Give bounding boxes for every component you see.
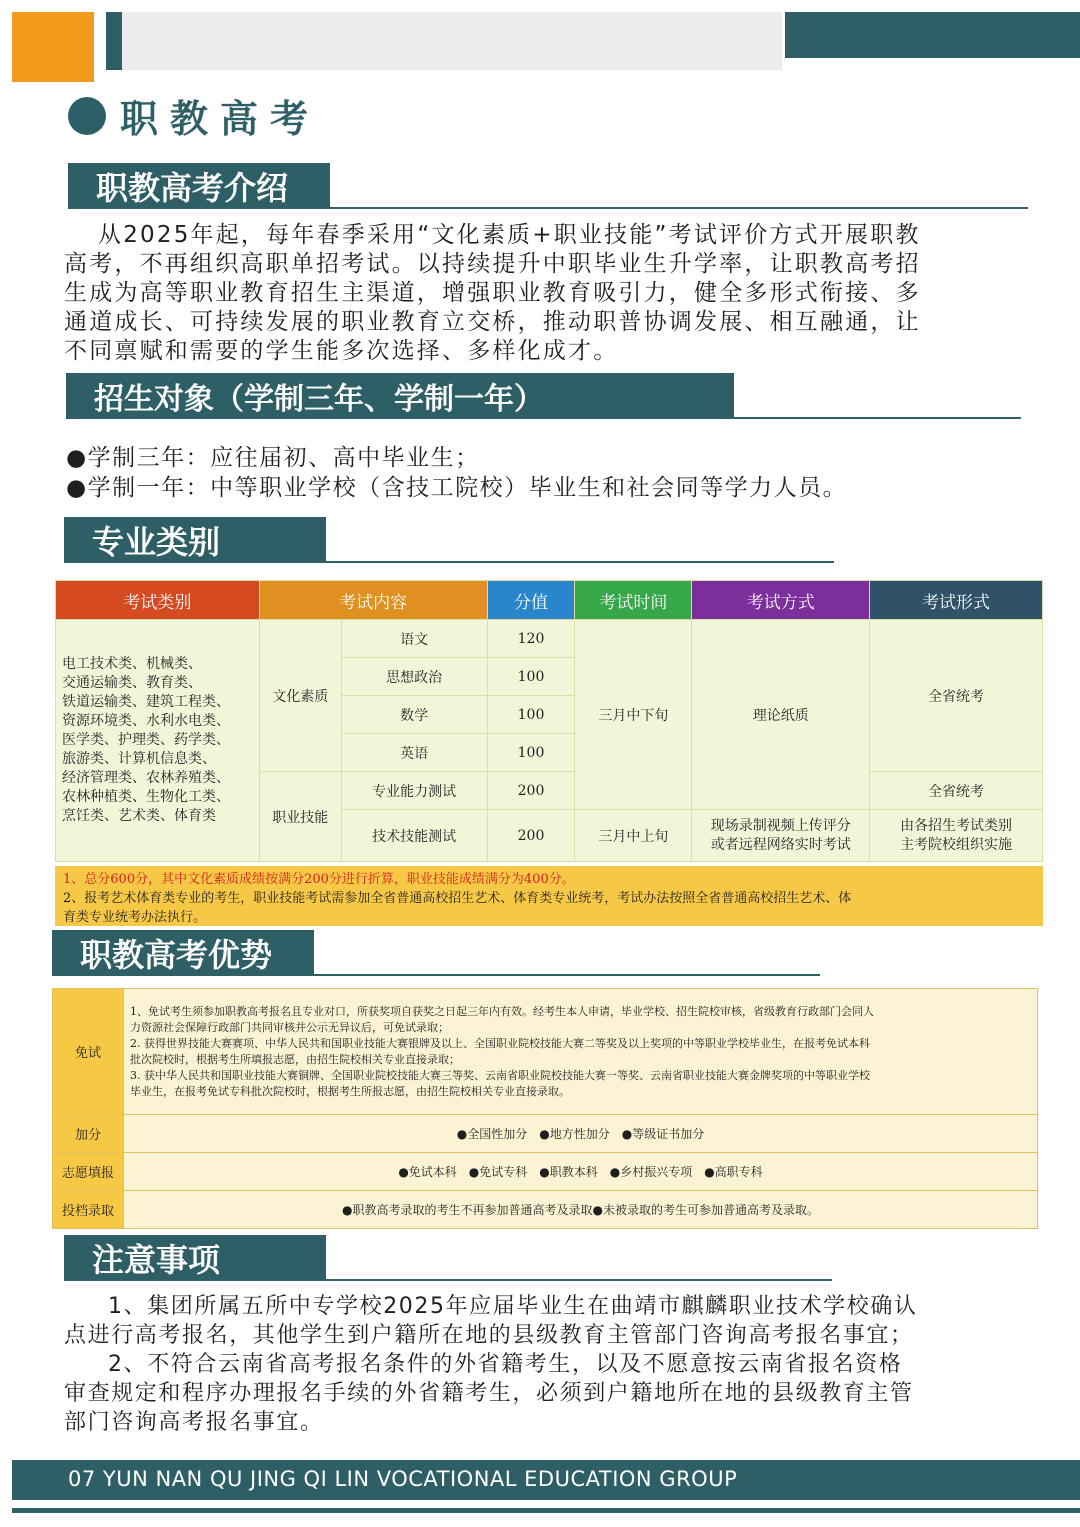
- section-divider: [330, 207, 1028, 209]
- category-line: 交通运输类、教育类、: [62, 675, 202, 691]
- advantage-key: 志愿填报: [53, 1153, 124, 1191]
- advantage-key: 投档录取: [53, 1191, 124, 1229]
- score-cell: 120: [487, 620, 575, 658]
- notice-line: 2、不符合云南省高考报名条件的外省籍考生，以及不愿意按云南省报名资格: [108, 1352, 903, 1377]
- section-categories-header: [64, 517, 834, 565]
- section-intro-title: 职教高考介绍: [68, 163, 330, 209]
- subject-cell: 思想政治: [341, 658, 487, 696]
- score-cell: 100: [487, 696, 575, 734]
- table-row: [53, 989, 1038, 1115]
- advantage-value: ●全国性加分 ●地方性加分 ●等级证书加分: [124, 1115, 1038, 1153]
- group-culture-cell: 文化素质: [259, 620, 341, 772]
- header-exam-category: 考试类别: [56, 581, 260, 620]
- exam-form-cell: 全省统考: [870, 772, 1043, 810]
- header-exam-content: 考试内容: [259, 581, 487, 620]
- form-line: 由各招生考试类别: [900, 817, 1013, 834]
- exam-method-cell: [692, 810, 870, 862]
- exam-form-cell: [870, 810, 1043, 862]
- notice-paragraph: [64, 1292, 1014, 1437]
- header-exam-form: 考试形式: [870, 581, 1043, 620]
- advantage-line: 毕业生，在报考免试专科批次院校时，根据考生所报志愿，由招生院校相关专业直接录取。: [130, 1084, 570, 1098]
- form-line: 主考院校组织实施: [900, 836, 1013, 853]
- category-line: 医学类、护理类、药学类、: [62, 732, 230, 748]
- score-cell: 100: [487, 734, 575, 772]
- notice-line: 审查规定和程序办理报名手续的外省籍考生，必须到户籍地所在地的县级教育主管: [64, 1381, 914, 1406]
- subject-cell: 语文: [341, 620, 487, 658]
- section-advantages-header: [52, 930, 820, 978]
- category-list-cell: [56, 620, 260, 862]
- note-line-red: 1、总分600分，其中文化素质成绩按满分200分进行折算，职业技能成绩满分为400分。: [63, 872, 575, 887]
- top-right-band: [785, 12, 1080, 58]
- exam-time-cell: 三月中下旬: [575, 620, 692, 810]
- score-cell: 200: [487, 810, 575, 862]
- advantage-line: 3. 获中华人民共和国职业技能大赛铜牌、全国职业院校技能大赛三等奖、云南省职业院校技能大赛一等奖、云南省职业技能大赛金牌奖项的中等职业学校: [130, 1068, 870, 1082]
- section-advantages-title: 职教高考优势: [52, 930, 314, 976]
- section-divider: [326, 1279, 832, 1281]
- category-line: 烹饪类、艺术类、体育类: [62, 808, 216, 824]
- intro-line: 从2025年起，每年春季采用“文化素质+职业技能”考试评价方式开展职教: [98, 222, 921, 248]
- footer-text: 07 YUN NAN QU JING QI LIN VOCATIONAL EDUCATION GROUP: [68, 1467, 738, 1491]
- category-line: 旅游类、计算机信息类、: [62, 751, 216, 767]
- intro-line: 高考，不再组织高职单招考试。以持续提升中职毕业生升学率，让职教高考招: [64, 251, 921, 277]
- page-title: 职教高考: [120, 97, 321, 141]
- header-exam-method: 考试方式: [692, 581, 870, 620]
- advantage-line: 力资源社会保障行政部门共同审核并公示无异议后，可免试录取；: [130, 1020, 449, 1034]
- header-score: 分值: [487, 581, 575, 620]
- subject-cell: 技术技能测试: [341, 810, 487, 862]
- intro-line: 不同禀赋和需要的学生能多次选择、多样化成才。: [64, 338, 619, 364]
- advantage-line: 批次院校时，根据考生所填报志愿，由招生院校相关专业直接录取；: [130, 1052, 460, 1066]
- section-divider: [734, 417, 1021, 419]
- category-line: 资源环境类、水利水电类、: [62, 713, 230, 729]
- exam-time-cell: 三月中上旬: [575, 810, 692, 862]
- intro-paragraph: [64, 221, 1039, 366]
- top-orange-block: [12, 12, 94, 82]
- section-targets-title: 招生对象（学制三年、学制一年）: [66, 373, 734, 419]
- intro-line: 生成为高等职业教育招生主渠道，增强职业教育吸引力，健全多形式衔接、多: [64, 280, 921, 306]
- advantage-value: ●职教高考录取的考生不再参加普通高考及录取●未被录取的考生可参加普通高考及录取。: [124, 1191, 1038, 1229]
- exam-table: [55, 580, 1043, 862]
- target-item: ●学制三年：应往届初、高中毕业生；: [66, 445, 480, 471]
- section-categories-title: 专业类别: [64, 517, 326, 563]
- section-intro-header: [68, 163, 1028, 211]
- advantage-line: 1、免试考生须参加职教高考报名且专业对口，所获奖项自获奖之日起三年内有效。经考生本人申请，毕业学校、招生院校审核，省级教育行政部门会同人: [130, 1004, 874, 1018]
- section-notice-title: 注意事项: [64, 1235, 326, 1281]
- category-line: 经济管理类、农林养殖类、: [62, 770, 230, 786]
- score-cell: 100: [487, 658, 575, 696]
- group-skill-cell: 职业技能: [259, 772, 341, 862]
- method-line: 或者远程网络实时考试: [710, 836, 851, 853]
- table-row: [53, 1153, 1038, 1191]
- section-divider: [314, 974, 820, 976]
- category-line: 农林种植类、生物化工类、: [62, 789, 230, 805]
- advantage-key: 免试: [53, 989, 124, 1115]
- section-notice-header: [64, 1235, 832, 1283]
- subject-cell: 专业能力测试: [341, 772, 487, 810]
- advantage-line: 2. 获得世界技能大赛赛项、中华人民共和国职业技能大赛银牌及以上、全国职业院校技能大赛二等奖及以上奖项的中等职业学校毕业生，在报考免试本科: [130, 1036, 870, 1050]
- target-item: ●学制一年：中等职业学校（含技工院校）毕业生和社会同等学力人员。: [66, 475, 848, 501]
- table-row: [53, 1191, 1038, 1229]
- advantage-table: [52, 988, 1038, 1229]
- notice-line: 部门咨询高考报名事宜。: [64, 1410, 324, 1435]
- top-teal-stripe: [106, 12, 122, 70]
- method-line: 现场录制视频上传评分: [710, 817, 851, 834]
- notice-line: 1、集团所属五所中专学校2025年应届毕业生在曲靖市麒麟职业技术学校确认: [108, 1294, 918, 1319]
- subject-cell: 数学: [341, 696, 487, 734]
- table-row: [53, 1115, 1038, 1153]
- table-header-row: [56, 581, 1043, 620]
- header-exam-time: 考试时间: [575, 581, 692, 620]
- section-divider: [326, 561, 834, 563]
- note-line: 育类专业统考办法执行。: [63, 910, 207, 925]
- advantage-value: ●免试本科 ●免试专科 ●职教本科 ●乡村振兴专项 ●高职专科: [124, 1153, 1038, 1191]
- category-line: 电工技术类、机械类、: [62, 656, 202, 672]
- score-cell: 200: [487, 772, 575, 810]
- exam-form-cell: 全省统考: [870, 620, 1043, 772]
- subject-cell: 英语: [341, 734, 487, 772]
- category-line: 铁道运输类、建筑工程类、: [62, 694, 230, 710]
- top-gray-band: [122, 12, 782, 70]
- footer-line: [12, 1508, 1080, 1513]
- exam-method-cell: 理论纸质: [692, 620, 870, 810]
- advantage-value: [124, 989, 1038, 1115]
- section-targets-header: [66, 373, 1021, 421]
- intro-line: 通道成长、可持续发展的职业教育立交桥，推动职普协调发展、相互融通，让: [64, 309, 921, 335]
- advantage-key: 加分: [53, 1115, 124, 1153]
- targets-list: [66, 443, 847, 503]
- title-bullet-icon: [68, 97, 106, 135]
- notice-line: 点进行高考报名，其他学生到户籍所在地的县级教育主管部门咨询高考报名事宜；: [64, 1323, 914, 1348]
- exam-notes: [55, 866, 1043, 926]
- note-line: 2、报考艺术体育类专业的考生，职业技能考试需参加全省普通高校招生艺术、体育类专业统考，考试办法按照全省普通高校招生艺术、体: [63, 891, 852, 906]
- table-row: [56, 620, 1043, 658]
